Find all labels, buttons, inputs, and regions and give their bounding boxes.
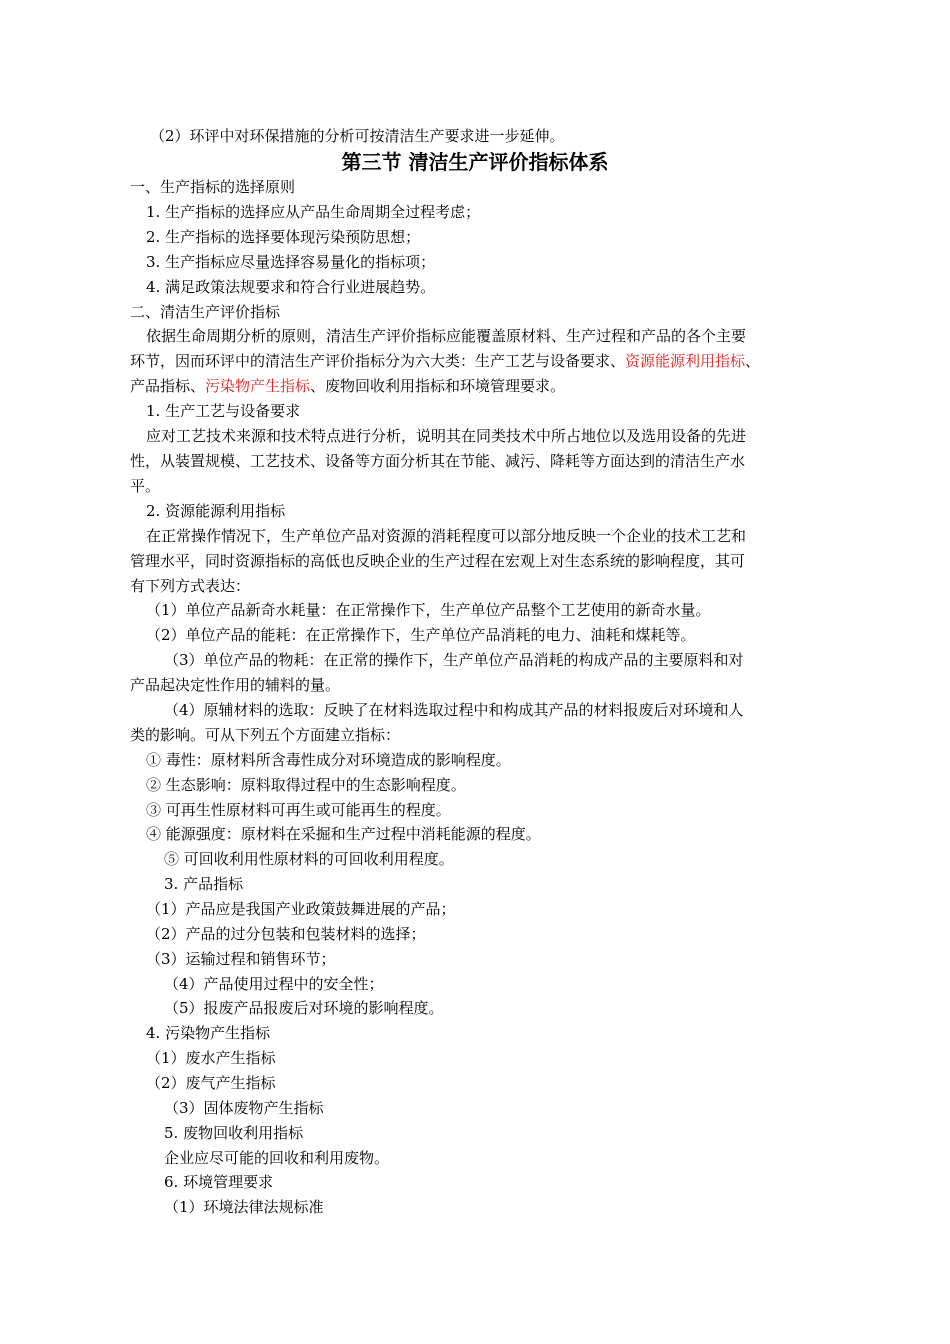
list-item: ③ 可再生性原材料可再生或可能再生的程度。 [146, 801, 451, 819]
list-item: （1）产品应是我国产业政策鼓舞进展的产品； [146, 900, 456, 918]
list-item: （2）单位产品的能耗：在正常操作下，生产单位产品消耗的电力、油耗和煤耗等。 [146, 626, 696, 644]
list-item: （3）固体废物产生指标 [164, 1099, 324, 1117]
intro-line: （2）环评中对环保措施的分析可按清洁生产要求进一步延伸。 [150, 127, 565, 145]
paragraph-line: 管理水平，同时资源指标的高低也反映企业的生产过程在宏观上对生态系统的影响程度，其可 [130, 552, 746, 570]
list-item: 类的影响。可从下列五个方面建立指标： [130, 726, 401, 744]
paragraph-line: 有下列方式表达： [130, 577, 251, 595]
paragraph-line: 企业应尽可能的回收和利用废物。 [164, 1149, 390, 1167]
highlighted-term: 资源能源利用指标 [625, 352, 746, 370]
subheading: 2. 资源能源利用指标 [146, 502, 286, 520]
paragraph-line: 依据生命周期分析的原则，清洁生产评价指标应能覆盖原材料、生产过程和产品的各个主要 [146, 327, 747, 345]
text-span: 、废物回收利用指标和环境管理要求。 [310, 377, 566, 395]
list-item: （1）废水产生指标 [146, 1049, 276, 1067]
list-item: （3）单位产品的物耗：在正常的操作下，生产单位产品消耗的构成产品的主要原料和对 [164, 651, 744, 669]
section-title: 第三节 清洁生产评价指标体系 [341, 150, 609, 174]
list-item: （5）报废产品报废后对环境的影响程度。 [164, 999, 444, 1017]
text-span: 、 [745, 352, 761, 370]
paragraph-line: 性，从装置规模、工艺技术、设备等方面分析其在节能、减污、降耗等方面达到的清洁生产水 [130, 452, 746, 470]
list-item: ⑤ 可回收利用性原材料的可回收利用程度。 [164, 850, 454, 868]
paragraph-line [130, 349, 820, 374]
list-item: （2）产品的过分包装和包装材料的选择； [146, 925, 426, 943]
paragraph-line [130, 374, 820, 399]
text-span: 产品指标、 [130, 377, 206, 395]
paragraph-line: 应对工艺技术来源和技术特点进行分析，说明其在同类技术中所占地位以及选用设备的先进 [146, 427, 747, 445]
highlighted-term: 污染物产生指标 [205, 377, 311, 395]
list-item: （1）环境法律法规标准 [164, 1198, 324, 1216]
paragraph-line: 在正常操作情况下，生产单位产品对资源的消耗程度可以部分地反映一个企业的技术工艺和 [146, 527, 747, 545]
list-item: 产品起决定性作用的辅料的量。 [130, 676, 341, 694]
paragraph-line: 平。 [130, 477, 161, 495]
list-item: （1）单位产品新奇水耗量：在正常操作下，生产单位产品整个工艺使用的新奇水量。 [146, 601, 711, 619]
subheading: 1. 生产工艺与设备要求 [146, 402, 301, 420]
list-item: （4）产品使用过程中的安全性； [164, 975, 384, 993]
subheading: 6. 环境管理要求 [164, 1173, 274, 1191]
list-item: 1. 生产指标的选择应从产品生命周期全过程考虑； [146, 203, 481, 221]
list-item: ① 毒性：原材料所含毒性成分对环境造成的影响程度。 [146, 751, 511, 769]
list-item: ② 生态影响：原料取得过程中的生态影响程度。 [146, 776, 466, 794]
list-item: ④ 能源强度：原材料在采掘和生产过程中消耗能源的程度。 [146, 825, 541, 843]
list-item: 4. 满足政策法规要求和符合行业进展趋势。 [146, 278, 436, 296]
list-item: 3. 生产指标应尽量选择容易量化的指标项； [146, 253, 436, 271]
heading-s1: 一、生产指标的选择原则 [130, 178, 296, 196]
list-item: 2. 生产指标的选择要体现污染预防思想； [146, 228, 421, 246]
subheading: 4. 污染物产生指标 [146, 1024, 271, 1042]
list-item: （2）废气产生指标 [146, 1074, 276, 1092]
list-item: （4）原辅材料的选取：反映了在材料选取过程中和构成其产品的材料报废后对环境和人 [164, 701, 744, 719]
subheading: 5. 废物回收利用指标 [164, 1124, 304, 1142]
subheading: 3. 产品指标 [164, 875, 244, 893]
text-span: 环节，因而环评中的清洁生产评价指标分为六大类：生产工艺与设备要求、 [130, 352, 626, 370]
heading-s2: 二、清洁生产评价指标 [130, 303, 281, 321]
list-item: （3）运输过程和销售环节； [146, 950, 336, 968]
